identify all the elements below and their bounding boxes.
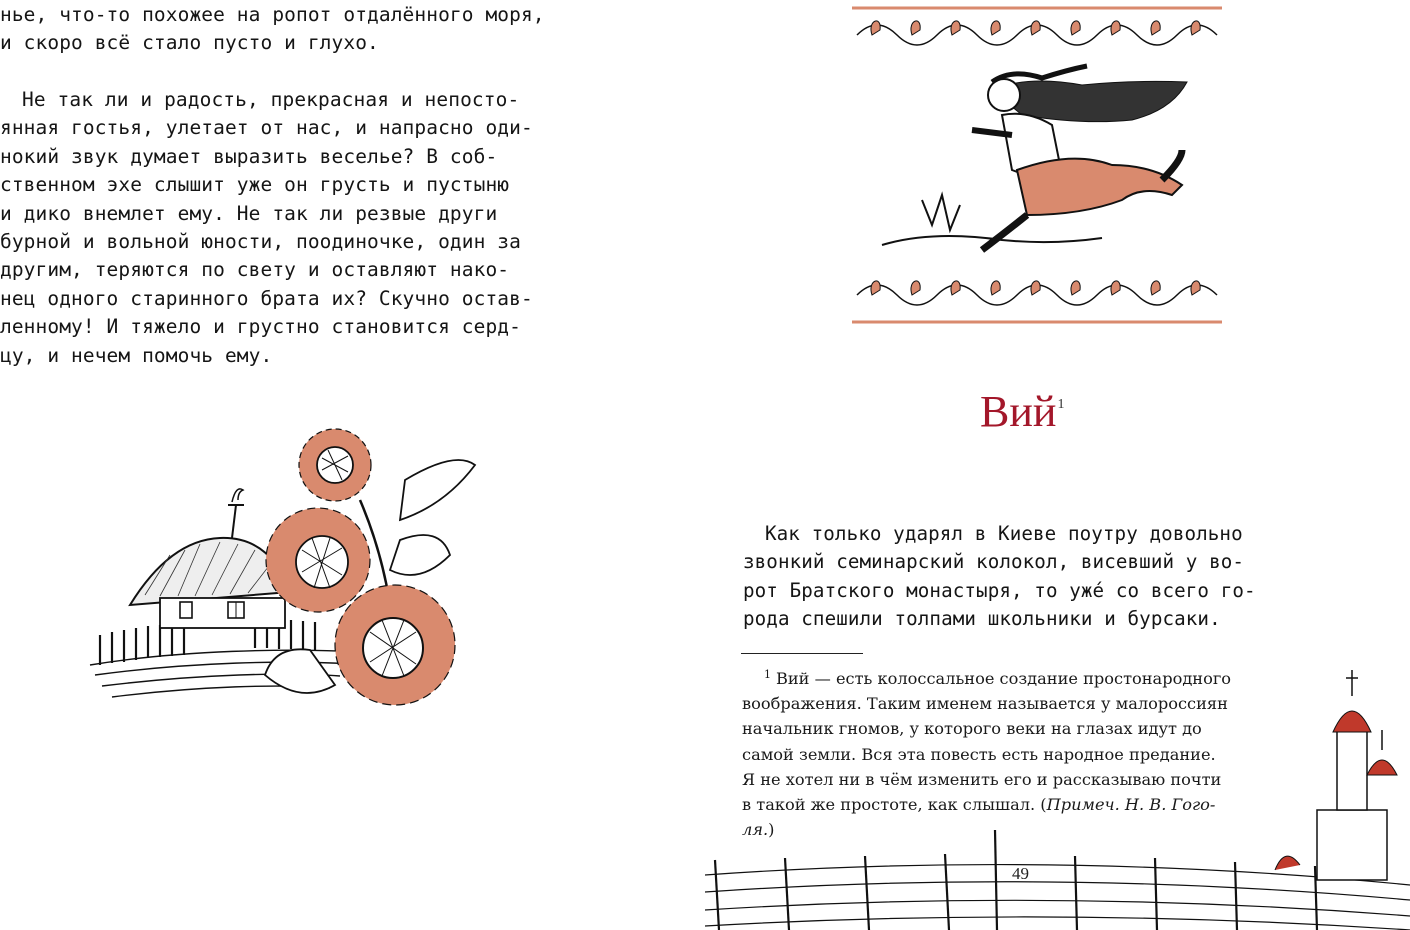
sunflower-cottage-illustration — [60, 420, 490, 730]
chapter-opening-paragraph — [743, 520, 1256, 634]
text-line: рода спешили толпами школьники и бурсаки. — [743, 607, 1221, 631]
text-line: ственном эхе слышит уже он грусть и пустыню — [0, 173, 510, 197]
floral-border-bottom — [857, 281, 1217, 305]
text-line: Как только ударял в Киеве поутру довольно — [765, 522, 1243, 545]
text-line: нокий звук думает выразить веселье? В соб- — [0, 144, 498, 168]
text-line: цу, и нечем помочь ему. — [0, 343, 273, 367]
chapter-title-text: Вий — [980, 387, 1057, 436]
footnote-rule — [741, 653, 863, 654]
footnote-attribution: ля. — [742, 820, 769, 840]
header-vignette-illustration — [852, 0, 1228, 330]
text-line: нье, что-то похожее на ропот отдалённого моря, — [0, 3, 545, 26]
floral-border-top — [857, 21, 1217, 45]
text-line: бурной и вольной юности, поодиночке, один за — [0, 230, 521, 254]
footnote-line: Вий — есть колоссальное создание простонародного — [776, 669, 1232, 688]
footnote — [742, 662, 1231, 842]
footnote-line: воображения. Таким именем называется у малороссиян — [742, 694, 1228, 714]
footnote-line: самой земли. Вся эта повесть есть народное предание. — [742, 744, 1216, 764]
footnote-line: Я не хотел ни в чём изменить его и рассказываю почти — [742, 769, 1222, 789]
page-number: 49 — [1012, 864, 1029, 883]
footnote-line: в такой же простоте, как слышал. ( — [742, 795, 1047, 815]
text-line: звонкий семинарский колокол, висевший у во- — [743, 550, 1245, 574]
footnote-attribution: Примеч. Н. В. Гого- — [1046, 795, 1216, 815]
wattle-fence — [705, 865, 1410, 930]
footnote-number: 1 — [764, 668, 771, 681]
text-line: янная гостья, улетает от нас, и напрасно оди- — [0, 116, 533, 140]
church — [1275, 670, 1397, 880]
paragraph-continued — [0, 1, 545, 58]
text-line: Не так ли и радость, прекрасная и непосто- — [22, 88, 520, 111]
text-line: и дико внемлет ему. Не так ли резвые други — [0, 201, 498, 225]
text-line: и скоро всё стало пусто и глухо. — [0, 31, 379, 55]
footnote-close: ) — [768, 820, 775, 840]
paragraph-main — [0, 86, 533, 370]
chapter-title — [980, 386, 1064, 437]
running-figure — [882, 66, 1187, 250]
text-line: другим, теряются по свету и оставляют нако- — [0, 258, 510, 282]
text-line: нец одного старинного брата их? Скучно остав- — [0, 286, 533, 310]
text-line: рот Братского монастыря, то уже́ со всего го- — [743, 578, 1256, 602]
text-line: ленному! И тяжело и грустно становится серд- — [0, 315, 521, 339]
footnote-marker: 1 — [1057, 397, 1065, 412]
footnote-line: начальник гномов, у которого веки на глазах идут до — [742, 719, 1202, 739]
